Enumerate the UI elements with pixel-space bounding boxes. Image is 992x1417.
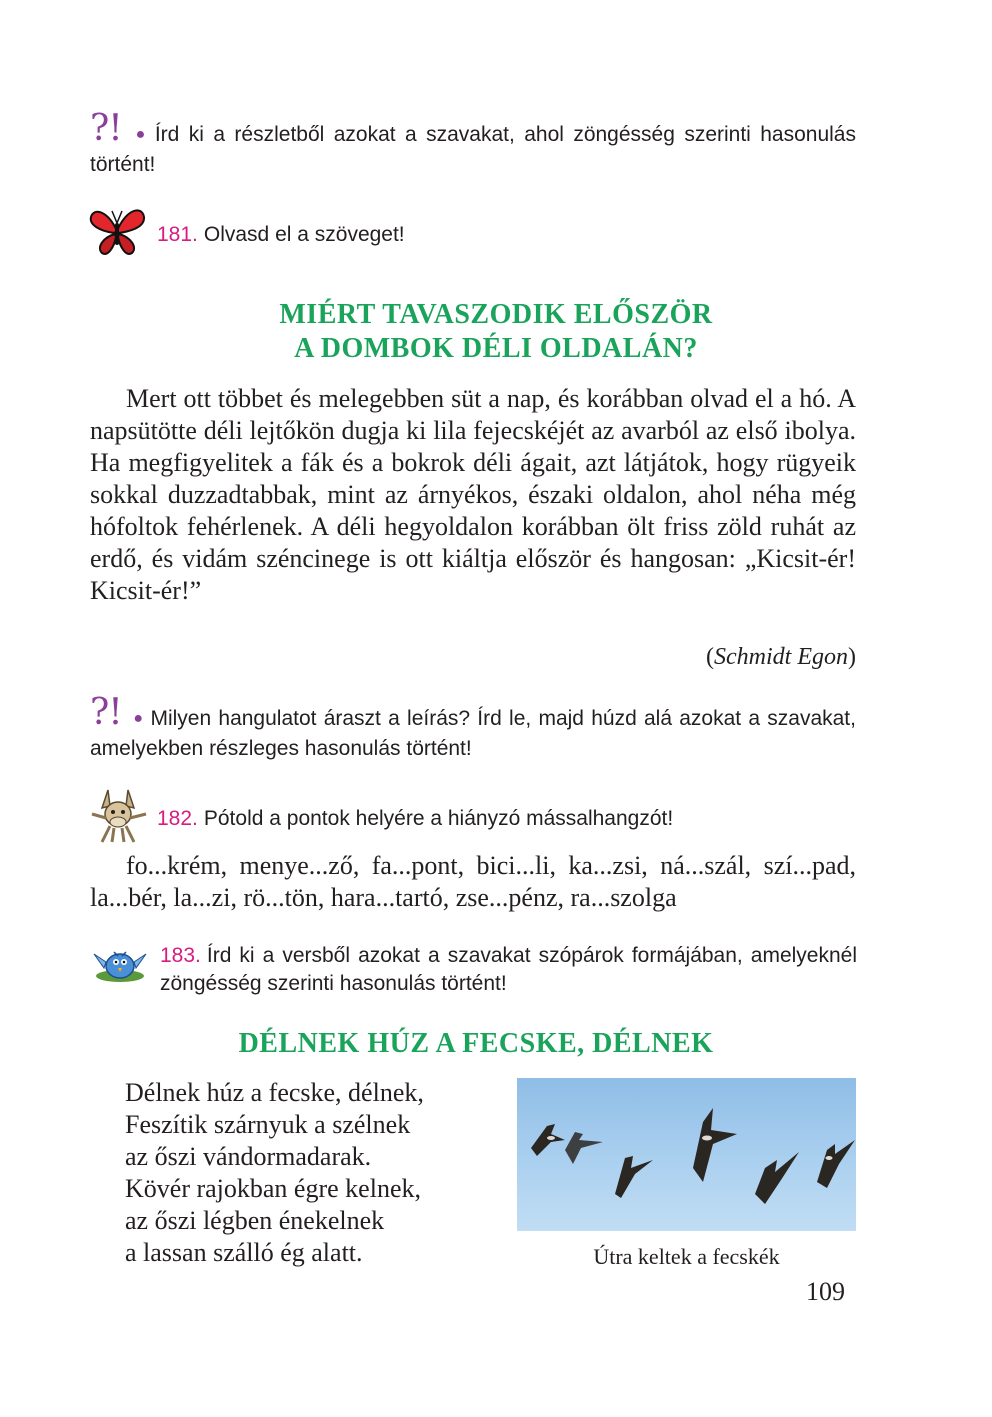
task-182 bbox=[157, 805, 857, 833]
task-181 bbox=[157, 221, 857, 249]
page-number: 109 bbox=[806, 1277, 845, 1306]
poem-line: az őszi légben énekelnek bbox=[125, 1206, 385, 1235]
task-182-text: Pótold a pontok helyére a hiányzó mássalhangzót! bbox=[203, 807, 674, 830]
task-number: 181. bbox=[157, 223, 198, 246]
task-number: 182. bbox=[157, 807, 198, 830]
donkey-icon bbox=[88, 784, 150, 844]
task-question-1-text: Írd ki a részletből azokat a szavakat, ahol zöngésség szerinti hasonulás történt! bbox=[90, 123, 856, 176]
question-exclamation-marker: ?! bbox=[90, 692, 122, 733]
poem-line: a lassan szálló ég alatt. bbox=[125, 1238, 363, 1267]
task-number: 183. bbox=[160, 944, 201, 967]
poem-line: az őszi vándormadarak. bbox=[125, 1142, 372, 1171]
question-exclamation-marker: ?! bbox=[90, 108, 122, 149]
poem-line: Délnek húz a fecske, délnek, bbox=[125, 1078, 424, 1107]
attribution: (Schmidt Egon) bbox=[706, 644, 856, 670]
bullet-icon: ● bbox=[132, 710, 145, 727]
task-question-2-text: Milyen hangulatot áraszt a leírás? Írd le, majd húzd alá azokat a szavakat, amelyekben részleges hasonulás történt! bbox=[90, 707, 856, 760]
poem bbox=[125, 1077, 424, 1269]
task-181-text: Olvasd el a szöveget! bbox=[203, 223, 405, 246]
exercise-182-words: fo...krém, menye...ző, fa...pont, bici...li, ka...zsi, ná...szál, szí...pad, la...bér, la...zi, rö...tön, hara...tartó, zse...pénz, ra...szolga bbox=[90, 851, 856, 912]
photo-caption: Útra keltek a fecskék bbox=[593, 1244, 780, 1269]
passage-text: Mert ott többet és melegebben süt a nap, és korábban olvad el a hó. A napsütötte déli lejtőkön dugja ki lila fejecskéjét az avarból az első ibolya. Ha megfigyelitek a fák és a bokrok déli ágait, azt látjátok, hogy rügyeik sokkal duzzadtabbak, mint az árnyékos, északi oldalon, ahol néha még hófoltok fehérlenek. A déli hegyoldalon korábban ölt friss zöld ruhát az erdő, és vidám széncinege is ott kiáltja először és hangosan: „Kicsit-ér! Kicsit-ér!” bbox=[90, 384, 856, 605]
task-question-1 bbox=[90, 121, 856, 179]
poem-title: DÉLNEK HÚZ A FECSKE, DÉLNEK bbox=[238, 1028, 714, 1059]
task-183-text: Írd ki a versből azokat a szavakat szópárok formájában, amelyeknél zöngésség szerinti hasonulás történt! bbox=[160, 944, 857, 995]
swallows-illustration bbox=[517, 1078, 856, 1231]
task-question-2 bbox=[90, 705, 856, 763]
poem-line: Kövér rajokban égre kelnek, bbox=[125, 1174, 421, 1203]
butterfly-icon bbox=[88, 203, 146, 259]
task-183 bbox=[160, 942, 857, 998]
attribution-author: Schmidt Egon bbox=[714, 644, 848, 670]
bird-character-icon bbox=[92, 944, 148, 984]
poem-line: Feszítik szárnyuk a szélnek bbox=[125, 1110, 411, 1139]
passage-title-line-1: MIÉRT TAVASZODIK ELŐSZÖR bbox=[279, 299, 713, 330]
bullet-icon: ● bbox=[132, 126, 149, 143]
swallows-photo bbox=[517, 1078, 856, 1231]
passage-title-line-2: A DOMBOK DÉLI OLDALÁN? bbox=[294, 333, 698, 364]
